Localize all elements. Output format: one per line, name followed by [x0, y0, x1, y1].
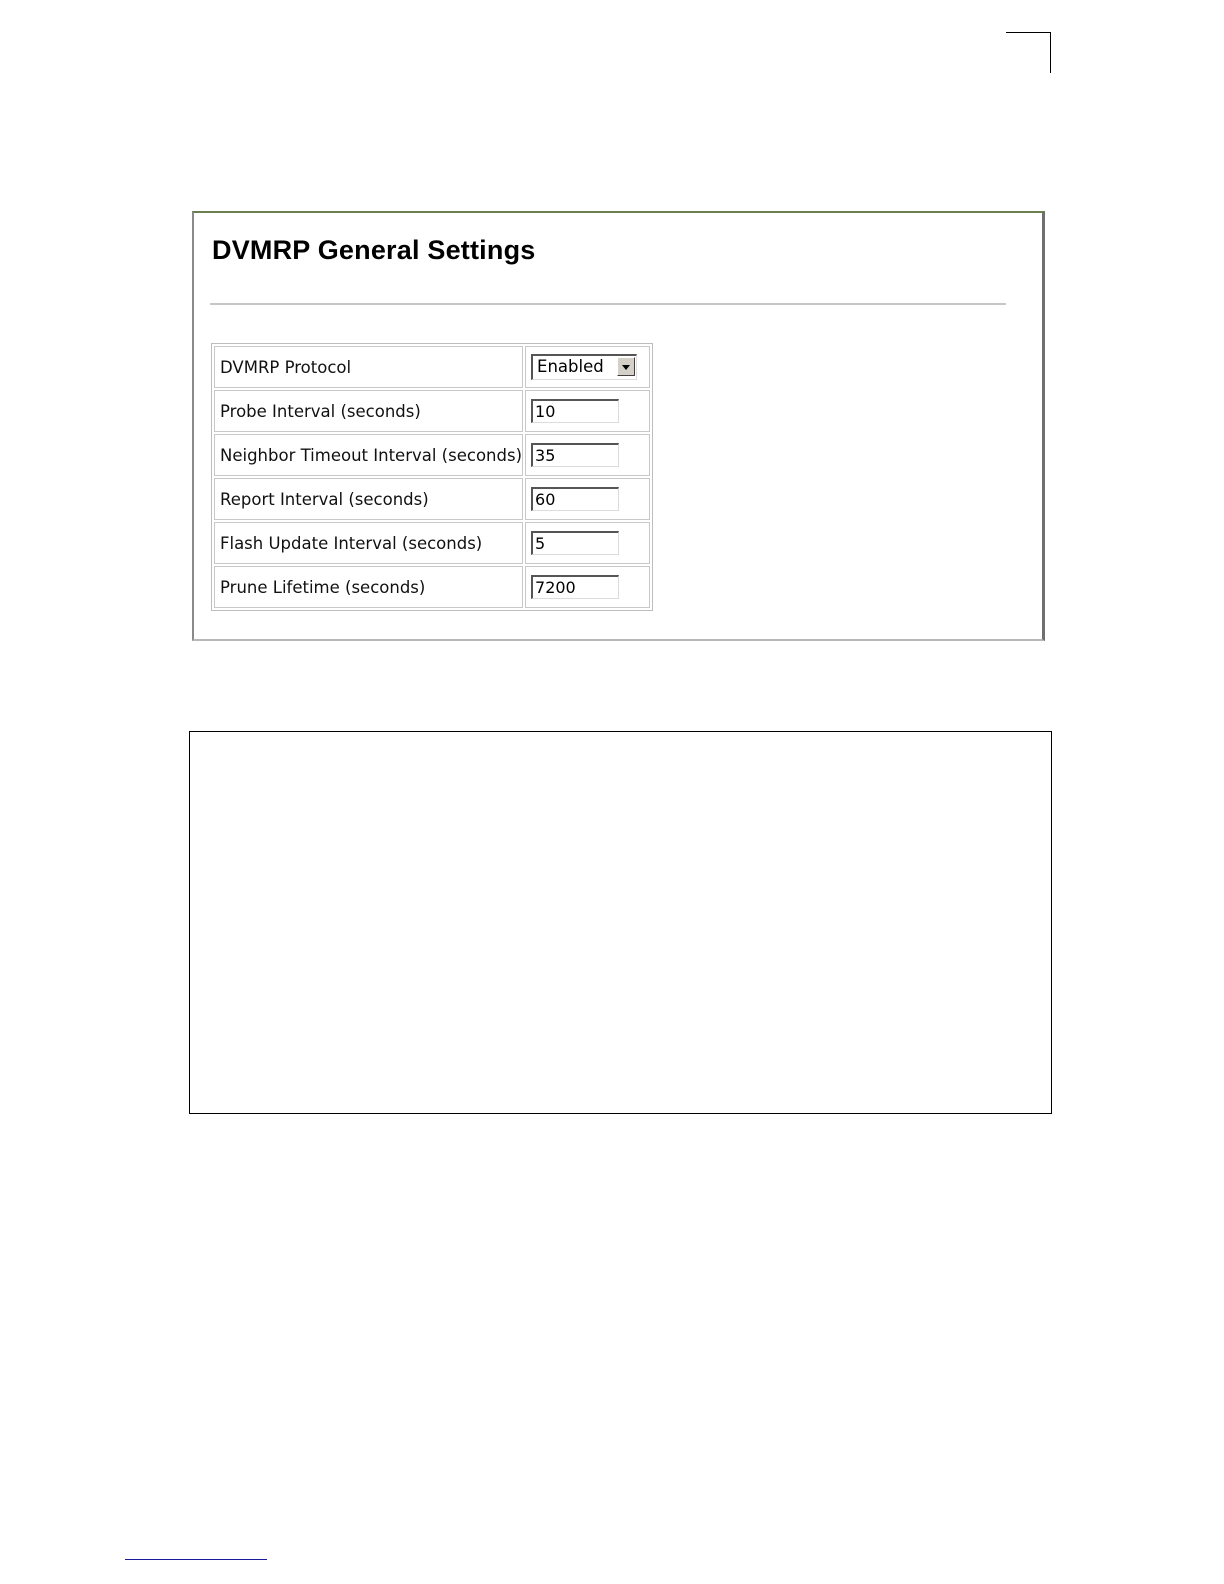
neighbor-timeout-cell — [525, 434, 650, 476]
probe-interval-label: Probe Interval (seconds) — [214, 390, 523, 432]
neighbor-timeout-label: Neighbor Timeout Interval (seconds) — [214, 434, 523, 476]
prune-lifetime-label: Prune Lifetime (seconds) — [214, 566, 523, 608]
flash-update-interval-label: Flash Update Interval (seconds) — [214, 522, 523, 564]
dvmrp-settings-panel — [192, 211, 1045, 641]
dvmrp-protocol-label: DVMRP Protocol — [214, 346, 523, 388]
table-row — [214, 390, 650, 432]
settings-table — [211, 343, 653, 611]
prune-lifetime-input[interactable] — [531, 575, 619, 599]
empty-content-box — [189, 731, 1052, 1114]
dvmrp-protocol-selected-value: Enabled — [537, 357, 604, 376]
report-interval-cell — [525, 478, 650, 520]
title-divider — [210, 303, 1006, 305]
flash-update-interval-input[interactable] — [531, 531, 619, 555]
table-row — [214, 566, 650, 608]
table-row — [214, 346, 650, 388]
probe-interval-cell — [525, 390, 650, 432]
page-title: DVMRP General Settings — [212, 235, 536, 265]
footer-link-underline — [125, 1559, 267, 1560]
report-interval-input[interactable] — [531, 487, 619, 511]
dvmrp-protocol-select[interactable] — [531, 354, 637, 380]
report-interval-label: Report Interval (seconds) — [214, 478, 523, 520]
crop-mark-vertical — [1050, 32, 1051, 73]
prune-lifetime-cell — [525, 566, 650, 608]
dvmrp-protocol-cell — [525, 346, 650, 388]
crop-mark-horizontal — [1006, 32, 1051, 33]
probe-interval-input[interactable] — [531, 399, 619, 423]
table-row — [214, 478, 650, 520]
neighbor-timeout-input[interactable] — [531, 443, 619, 467]
table-row — [214, 522, 650, 564]
table-row — [214, 434, 650, 476]
chevron-down-icon[interactable] — [617, 357, 635, 376]
flash-update-interval-cell — [525, 522, 650, 564]
